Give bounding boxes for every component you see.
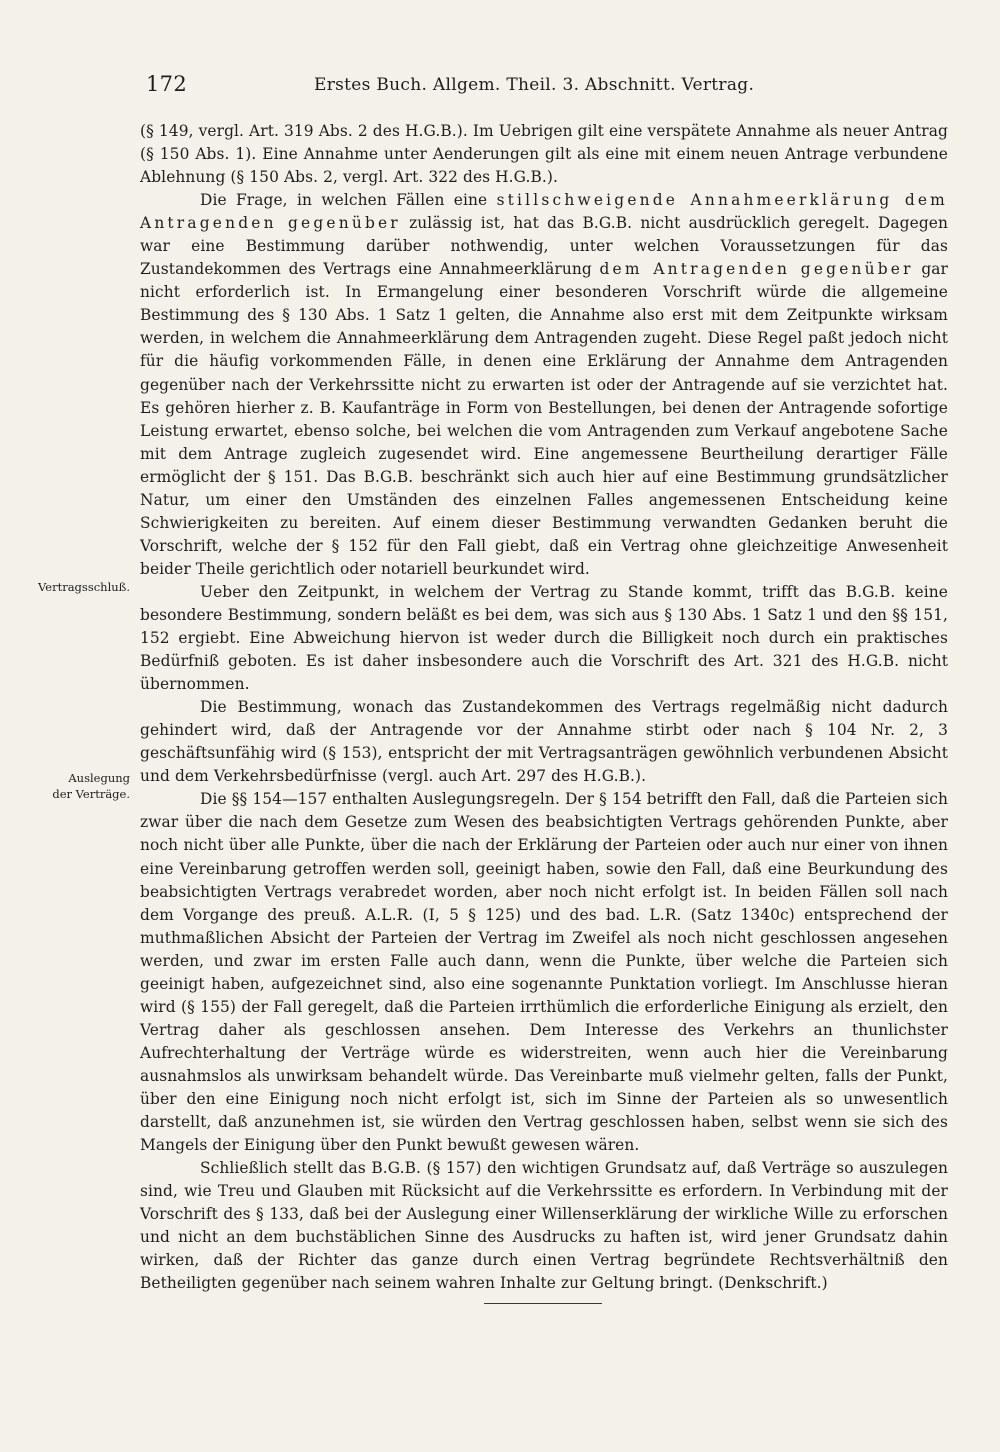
paragraph-2-part-e: gar nicht erforderlich ist. In Ermangelung einer besonderen Vorschrift würde die allgemeine Bestimmung des § 130 Abs. 1 Satz 1 gelten, die Annahme also erst mit dem Zeitpunkte wirksam werden, in welchem die Annahmeerklärung dem Antragenden zugeht. Diese Regel paßt jedoch nicht für die häufig vorkommenden Fälle, in denen eine Erklärung der Annahme dem Antragenden gegenüber nach der Verkehrssitte nicht zu erwarten ist oder der Antragende auf sie verzichtet hat. Es gehören hierher z. B. Kaufanträge in Form von Bestellungen, bei denen der Antragende sofortige Leistung erwartet, ebenso solche, bei welchen die vom Antragenden zum Verkauf angebotene Sache mit dem Antrage zugleich zugesendet wird. Eine angemessene Beurtheilung derartiger Fälle ermöglicht der § 151. Das B.G.B. beschränkt sich auch hier auf eine Bestimmung grundsätzlicher Natur, um einer den Umständen des einzelnen Falles angemessenen Entscheidung keine Schwierigkeiten zu bereiten. Auf einem dieser Bestimmung verwandten Gedanken beruht die Vorschrift, welche der § 152 für den Fall giebt, daß ein Vertrag ohne gleichzeitige Anwesenheit beider Theile gerichtlich oder notariell beurkundet wird. — [140, 260, 949, 578]
page-number: 172 — [146, 72, 187, 96]
paragraph-3: Ueber den Zeitpunkt, in welchem der Vertrag zu Stande kommt, trifft das B.G.B. keine besondere Bestimmung, sondern beläßt es bei dem, was sich aus § 130 Abs. 1 Satz 1 und den §§ 151, 152 ergiebt. Eine Abweichung hiervon ist weder durch die Billigkeit noch durch ein praktisches Bedürfniß geboten. Es ist daher insbesondere auch die Vorschrift des Art. 321 des H.G.B. nicht übernommen. — [140, 582, 948, 694]
paragraph-4: Die Bestimmung, wonach das Zustandekommen des Vertrags regelmäßig nicht dadurch gehindert wird, daß der Antragende vor der Annahme stirbt oder nach § 104 Nr. 2, 3 geschäftsunfähig wird (§ 153), entspricht der mit Vertragsanträgen gewöhnlich verbundenen Absicht und dem Verkehrsbedürfnisse (vergl. auch Art. 297 des H.G.B.). — [140, 698, 948, 786]
paragraph-2-part-c: zulässig ist, hat das B.G.B. nicht ausdrücklich geregelt. Dagegen war eine Bestimmung darüber nothwendig, unter welchen Voraussetzungen für das Zustandekommen des Vertrags eine Annahmeerklärung — [140, 214, 948, 279]
page-header — [146, 72, 776, 104]
emphasis-to-offeror: dem Antragenden gegenüber — [599, 260, 914, 279]
paragraph-6: Schließlich stellt das B.G.B. (§ 157) den wichtigen Grundsatz auf, daß Verträge so auszulegen sind, wie Treu und Glauben mit Rücksicht auf die Verkehrssitte es erfordern. In Verbindung mit der Vorschrift des § 133, daß bei der Auslegung einer Willenserklärung der wirkliche Wille zu erforschen und nicht an dem buchstäblichen Sinne des Ausdrucks zu haften ist, wird jener Grundsatz dahin wirken, daß der Richter das ganze durch einen Vertrag begründete Rechtsverhältniß den Betheiligten gegenüber nach seinem wahren Inhalte zur Geltung bringt. (Denkschrift.) — [140, 1159, 948, 1293]
paragraph-2 — [140, 189, 948, 581]
body-text — [140, 120, 948, 1295]
margin-note-vertragsschluss: Vertragsschluß. — [38, 580, 130, 594]
emphasis-tacit-acceptance: stillschweigende Annahmeerklärung dem Antragenden gegenüber — [140, 191, 948, 233]
paragraph-2-part-a: Die Frage, in welchen Fällen eine — [200, 191, 497, 210]
running-title: Erstes Buch. Allgem. Theil. 3. Abschnitt. Vertrag. — [314, 75, 755, 95]
closing-rule — [484, 1303, 602, 1304]
margin-note-line: Auslegung — [68, 771, 130, 785]
margin-note-line: der Verträge. — [52, 787, 130, 801]
paragraph-5: Die §§ 154—157 enthalten Auslegungsregeln. Der § 154 betrifft den Fall, daß die Parteien sich zwar über die nach dem Gesetze zum Wesen des beabsichtigten Vertrags gehörenden Punkte, aber noch nicht über alle Punkte, über die nach der Erklärung der Parteien oder auch nur einer von ihnen eine Vereinbarung getroffen werden soll, geeinigt haben, sowie den Fall, daß eine Beurkundung des beabsichtigten Vertrags verabredet worden, aber noch nicht erfolgt ist. In beiden Fällen soll nach dem Vorgange des preuß. A.L.R. (I, 5 § 125) und des bad. L.R. (Satz 1340c) entsprechend der muthmaßlichen Absicht der Parteien der Vertrag im Zweifel als noch nicht geschlossen angesehen werden, und zwar im ersten Falle auch dann, wenn die Punkte, über welche die Parteien sich geeinigt haben, aufgezeichnet sind, also eine sogenannte Punktation vorliegt. Im Anschlusse hieran wird (§ 155) der Fall geregelt, daß die Parteien irrthümlich die erforderliche Einigung als erzielt, den Vertrag daher als geschlossen ansehen. Dem Interesse des Verkehrs an thunlichster Aufrechterhaltung der Verträge würde es widerstreiten, wenn auch hier die Vereinbarung ausnahmslos als unwirksam behandelt würde. Das Vereinbarte muß vielmehr gelten, falls der Punkt, über den eine Einigung noch nicht erfolgt ist, sich im Sinne der Parteien als so unwesentlich darstellt, daß anzunehmen ist, sie würden den Vertrag geschlossen haben, selbst wenn sie sich des Mangels der Einigung über den Punkt bewußt gewesen wären. — [140, 790, 948, 1155]
margin-note-auslegung — [30, 770, 130, 802]
paragraph-1: (§ 149, vergl. Art. 319 Abs. 2 des H.G.B.). Im Uebrigen gilt eine verspätete Annahme als neuer Antrag (§ 150 Abs. 1). Eine Annahme unter Aenderungen gilt als eine mit einem neuen Antrage verbundene Ablehnung (§ 150 Abs. 2, vergl. Art. 322 des H.G.B.). — [140, 122, 948, 187]
